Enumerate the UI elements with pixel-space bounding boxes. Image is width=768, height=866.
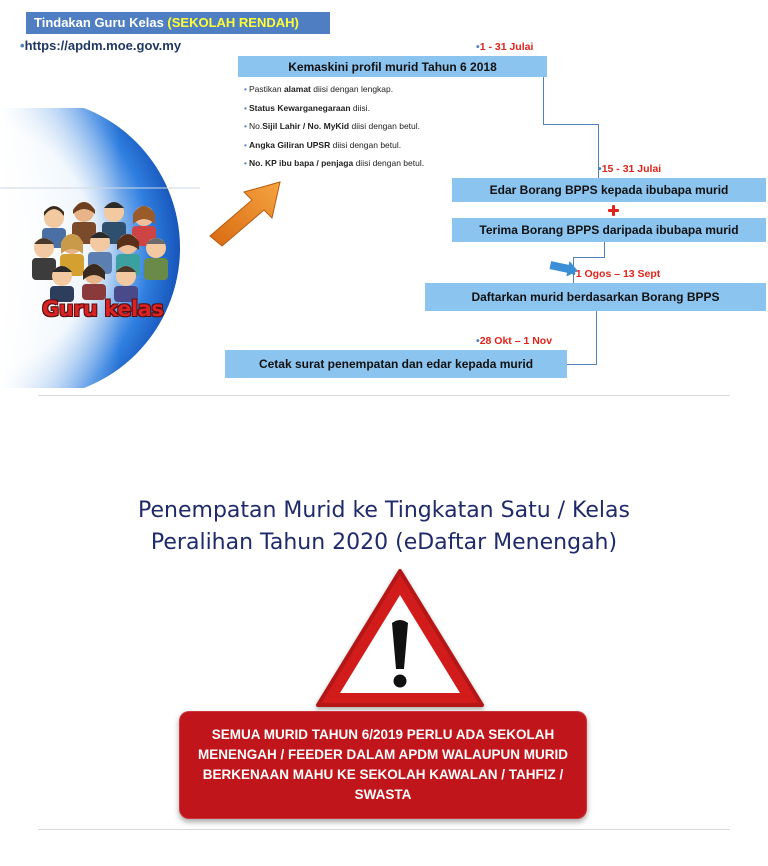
checklist-item: [244, 119, 544, 138]
checklist-post: diisi dengan betul.: [330, 139, 402, 150]
checklist-item: [244, 101, 544, 120]
slide1-title-bar: [26, 12, 330, 34]
connector-line-1h: [543, 124, 599, 125]
step4-date: [572, 268, 660, 280]
checklist-bold: Sijil Lahir / No. MyKid: [262, 121, 350, 131]
checklist-bullet: •: [244, 84, 247, 94]
step2-box: [452, 178, 766, 202]
step1-date-text: 1 - 31 Julai: [479, 41, 534, 53]
step5-date-text: 28 Okt – 1 Nov: [479, 335, 553, 347]
step2-date-bullet: •: [598, 163, 602, 175]
checklist-bullet: •: [244, 121, 247, 131]
step2-date-text: 15 - 31 Julai: [601, 163, 662, 175]
connector-line-3h: [567, 364, 597, 365]
step1-date-bullet: •: [476, 41, 480, 53]
step1-label: Kemaskini profil murid Tahun 6 2018: [288, 59, 497, 74]
checklist-bold: alamat: [283, 84, 311, 94]
checklist-post: diisi dengan betul.: [349, 121, 421, 131]
checklist-item: [244, 138, 544, 157]
step1-box: [238, 56, 547, 77]
step3-box: [452, 218, 766, 242]
slide1-title-highlight: (SEKOLAH RENDAH): [167, 15, 299, 30]
checklist-bullet: •: [244, 139, 247, 150]
url-bullet: •: [20, 38, 25, 53]
step4-date-bullet: •: [572, 268, 576, 280]
checklist-post: diisi.: [350, 102, 370, 113]
checklist-post: diisi dengan lengkap.: [310, 84, 394, 94]
step3-label: Terima Borang BPPS daripada ibubapa murid: [479, 223, 739, 237]
connector-line-3v: [596, 311, 597, 365]
checklist-bold: Status Kewarganegaraan: [248, 102, 351, 113]
checklist-bold: Angka Giliran UPSR: [248, 139, 331, 150]
step5-label: Cetak surat penempatan dan edar kepada murid: [258, 357, 534, 371]
red-plus-icon: [608, 205, 619, 216]
step4-box: [425, 283, 766, 311]
slide1-title: Tindakan Guru Kelas: [34, 15, 164, 30]
step5-date: [476, 335, 552, 347]
apdm-url-line: [20, 38, 181, 53]
step5-box: [225, 350, 567, 378]
step2-date: [598, 163, 661, 175]
apdm-url-link[interactable]: https://apdm.moe.gov.my: [24, 38, 182, 53]
checklist-pre: Pastikan: [248, 84, 284, 94]
checklist-bold: No. KP ibu bapa / penjaga: [248, 158, 354, 168]
warning-triangle-icon: [312, 565, 488, 711]
step4-date-text: 1 Ogos – 13 Sept: [575, 268, 661, 280]
step4-label: Daftarkan murid berdasarkan Borang BPPS: [471, 290, 720, 304]
step2-label: Edar Borang BPPS kepada ibubapa murid: [489, 183, 729, 197]
connector-line-2v: [604, 241, 605, 257]
step5-date-bullet: •: [476, 335, 480, 347]
checklist-item: [244, 82, 544, 101]
checklist-bullet: •: [244, 102, 247, 113]
checklist-post: diisi dengan betul.: [353, 158, 425, 168]
orange-arrow-icon: [200, 170, 290, 250]
slide2-title-line1: Penempatan Murid ke Tingkatan Satu / Kelas: [138, 498, 630, 523]
slide1-divider: [38, 395, 730, 396]
slide2-title: [84, 495, 684, 559]
slide2-divider: [38, 829, 730, 830]
notice-box: [179, 711, 587, 819]
step1-checklist: [244, 82, 544, 175]
connector-line-2h: [573, 257, 605, 258]
checklist-bullet: •: [244, 158, 247, 168]
notice-text: SEMUA MURID TAHUN 6/2019 PERLU ADA SEKOLAH MENENGAH / FEEDER DALAM APDM WALAUPUN MURID BERKENAAN MAHU KE SEKOLAH KAWALAN / TAHFIZ / SWASTA: [198, 727, 568, 802]
checklist-pre: No.: [248, 121, 263, 131]
slide2-title-line2: Peralihan Tahun 2020 (eDaftar Menengah): [150, 530, 618, 555]
step1-date: [476, 41, 533, 53]
checklist-item: [244, 156, 544, 175]
guru-kelas-label: Guru kelas: [42, 297, 164, 321]
